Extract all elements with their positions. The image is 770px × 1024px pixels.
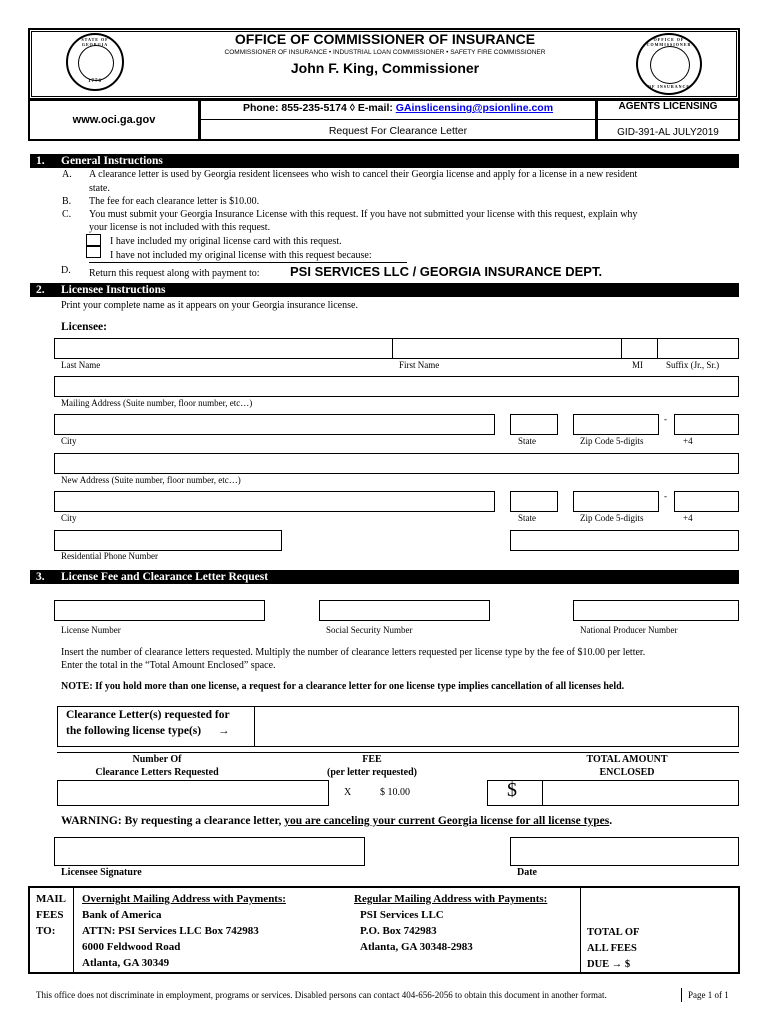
item-c-letter: C. — [62, 209, 72, 220]
mailing-address-label: Mailing Address (Suite number, floor number, etc…) — [61, 398, 253, 408]
license-number-label: License Number — [61, 625, 121, 635]
form-id: GID-391-AL JULY2019 — [617, 127, 719, 138]
suffix-label: Suffix (Jr., Sr.) — [666, 360, 720, 370]
item-a-letter: A. — [62, 169, 72, 180]
mi-label: MI — [632, 360, 643, 370]
signature-label: Licensee Signature — [61, 867, 142, 878]
warning-underlined: you are canceling your current Georgia license for all license types — [284, 815, 610, 827]
mailing-zip-label: Zip Code 5-digits — [580, 436, 644, 446]
regular-line-2: P.O. Box 742983 — [360, 925, 437, 937]
insert-instruction-line1: Insert the number of clearance letters requested. Multiply the number of clearance letters requested per license type by the fee of $10.00 per letter. — [61, 647, 646, 658]
num-letters-header-1: Number Of — [132, 754, 182, 765]
new-zip-input[interactable] — [573, 491, 659, 512]
dept-name: AGENTS LICENSING — [618, 101, 718, 112]
seal-text-bottom: OF INSURANCE — [647, 84, 691, 89]
overnight-line-1: Bank of America — [82, 909, 162, 921]
overnight-line-3: 6000 Feldwood Road — [82, 941, 181, 953]
npn-label: National Producer Number — [580, 625, 678, 635]
multiply-sign: X — [344, 787, 352, 798]
payee-name: PSI SERVICES LLC / GEORGIA INSURANCE DEPT. — [290, 264, 603, 279]
section1-number: 1. — [36, 155, 45, 167]
warning-text — [61, 815, 612, 827]
license-type-line2-text: the following license type(s) — [66, 725, 202, 737]
item-c-line2: your license is not included with this request. — [89, 222, 271, 233]
item-a-line1: A clearance letter is used by Georgia resident licensees who wish to cancel their Georgia license and apply for a license in a new resident — [89, 169, 638, 180]
insert-instruction-line2: Enter the total in the “Total Amount Enclosed” space. — [61, 660, 276, 671]
arrow-right-icon: → — [217, 725, 230, 737]
section3-number: 3. — [36, 571, 45, 583]
mail-label-2: FEES — [36, 909, 64, 921]
mailing-zip-input[interactable] — [573, 414, 659, 435]
residential-phone-label: Residential Phone Number — [61, 551, 158, 561]
new-zip4-label: +4 — [683, 513, 693, 523]
seal-text-top: OFFICE OF COMMISSIONER — [646, 37, 692, 47]
item-d-text: Return this request along with payment to: — [89, 268, 260, 279]
total-fees-line-2: ALL FEES — [587, 943, 637, 954]
regular-line-3: Atlanta, GA 30348-2983 — [360, 941, 473, 953]
page-number: Page 1 of 1 — [688, 990, 729, 1000]
seal-text: STATE OF GEORGIA — [81, 37, 109, 47]
section3-header — [30, 570, 739, 584]
total-amount-input[interactable] — [542, 780, 739, 806]
total-fees-line-3: DUE → $ — [587, 959, 631, 970]
warning-suffix: . — [609, 815, 613, 827]
section1-title: General Instructions — [61, 155, 163, 167]
license-included-checkbox[interactable] — [86, 234, 101, 246]
mail-label-1: MAIL — [36, 893, 66, 905]
residential-phone-input[interactable] — [54, 530, 282, 551]
num-letters-input[interactable] — [57, 780, 329, 806]
npn-input[interactable] — [573, 600, 739, 621]
total-fees-input[interactable] — [649, 955, 735, 971]
form-title: Request For Clearance Letter — [328, 125, 468, 137]
first-name-input[interactable] — [392, 338, 622, 359]
mail-fees-divider — [73, 888, 74, 972]
new-city-label: City — [61, 513, 77, 523]
mi-input[interactable] — [621, 338, 658, 359]
phone-label: Phone: 855-235-5174 ◊ E-mail: — [242, 102, 396, 114]
residential-phone-extra-input[interactable] — [510, 530, 739, 551]
item-c-line1: You must submit your Georgia Insurance License with this request. If you have not submitted your license with this request, explain why — [89, 209, 638, 220]
new-zip4-input[interactable] — [674, 491, 739, 512]
dept-divider — [598, 119, 738, 120]
mailing-state-label: State — [518, 436, 536, 446]
regular-title: Regular Mailing Address with Payments: — [354, 893, 548, 905]
license-not-included-checkbox[interactable] — [86, 246, 101, 258]
new-zip-dash: - — [664, 491, 667, 501]
item-d-letter: D. — [61, 265, 71, 276]
section2-intro: Print your complete name as it appears on your Georgia insurance license. — [61, 300, 358, 311]
contact-divider — [201, 119, 595, 120]
section1-header — [30, 154, 739, 168]
last-name-label: Last Name — [61, 360, 101, 370]
seal-year: 1776 — [88, 79, 102, 84]
mailing-city-label: City — [61, 436, 77, 446]
total-fees-line-1: TOTAL OF — [587, 927, 640, 938]
overnight-line-4: Atlanta, GA 30349 — [82, 957, 170, 969]
total-header-2: ENCLOSED — [599, 767, 655, 778]
regular-line-1: PSI Services LLC — [360, 909, 444, 921]
mailing-city-input[interactable] — [54, 414, 495, 435]
licensee-label: Licensee: — [61, 321, 107, 333]
mailing-state-input[interactable] — [510, 414, 558, 435]
section2-header — [30, 283, 739, 297]
license-type-line2 — [66, 725, 229, 737]
fee-table-top-rule — [57, 752, 739, 753]
mailing-zip4-label: +4 — [683, 436, 693, 446]
footer-disclaimer: This office does not discriminate in employment, programs or services. Disabled persons can contact 404-656-2056 to obtain this document in another format. — [36, 990, 607, 1000]
section2-title: Licensee Instructions — [61, 284, 166, 296]
office-subtitle: COMMISSIONER OF INSURANCE • INDUSTRIAL LOAN COMMISSIONER • SAFETY FIRE COMMISSIONER — [224, 49, 546, 56]
section2-number: 2. — [36, 284, 45, 296]
overnight-title: Overnight Mailing Address with Payments: — [82, 893, 286, 905]
mailing-zip4-input[interactable] — [674, 414, 739, 435]
new-city-input[interactable] — [54, 491, 495, 512]
item-b-text: The fee for each clearance letter is $10.00. — [89, 196, 260, 207]
overnight-line-2: ATTN: PSI Services LLC Box 742983 — [82, 925, 259, 937]
last-name-input[interactable] — [54, 338, 393, 359]
zip-dash: - — [664, 414, 667, 424]
new-address-input[interactable] — [54, 453, 739, 474]
license-not-included-label: I have not included my original license with this request because: — [110, 250, 372, 261]
total-fees-divider — [580, 888, 581, 972]
warning-prefix: WARNING: By requesting a clearance letter, — [61, 815, 285, 827]
license-type-line1: Clearance Letter(s) requested for — [66, 709, 230, 721]
signature-input[interactable] — [54, 837, 365, 866]
website-link[interactable]: www.oci.ga.gov — [72, 114, 156, 126]
item-b-letter: B. — [62, 196, 72, 207]
date-label: Date — [517, 867, 537, 878]
ssn-label: Social Security Number — [326, 625, 413, 635]
mail-label-3: TO: — [36, 925, 56, 937]
commissioner-name: John F. King, Commissioner — [290, 60, 480, 76]
license-type-input[interactable] — [254, 706, 739, 747]
contact-line — [199, 102, 597, 114]
license-number-input[interactable] — [54, 600, 265, 621]
num-letters-header-2: Clearance Letters Requested — [95, 767, 219, 778]
ssn-input[interactable] — [319, 600, 490, 621]
total-header-1: TOTAL AMOUNT — [586, 754, 668, 765]
dollar-sign: $ — [507, 779, 517, 801]
email-link[interactable]: GAinslicensing@psionline.com — [395, 102, 554, 114]
new-state-label: State — [518, 513, 536, 523]
license-included-label: I have included my original license card with this request. — [110, 236, 342, 247]
note-text: NOTE: If you hold more than one license, a request for a clearance letter for one license type implies cancellation of all licenses held. — [61, 681, 625, 692]
fee-value: $ 10.00 — [380, 787, 410, 798]
new-zip-label: Zip Code 5-digits — [580, 513, 644, 523]
fee-header-1: FEE — [362, 754, 382, 765]
footer-divider — [681, 988, 682, 1002]
date-input[interactable] — [510, 837, 739, 866]
explanation-line — [89, 262, 407, 263]
item-a-line2: state. — [89, 183, 110, 194]
section3-title: License Fee and Clearance Letter Request — [61, 571, 269, 583]
mailing-address-input[interactable] — [54, 376, 739, 397]
new-state-input[interactable] — [510, 491, 558, 512]
office-title: OFFICE OF COMMISSIONER OF INSURANCE — [234, 31, 536, 47]
new-address-label: New Address (Suite number, floor number, etc…) — [61, 475, 241, 485]
first-name-label: First Name — [399, 360, 440, 370]
suffix-input[interactable] — [657, 338, 739, 359]
fee-header-2: (per letter requested) — [327, 767, 417, 778]
